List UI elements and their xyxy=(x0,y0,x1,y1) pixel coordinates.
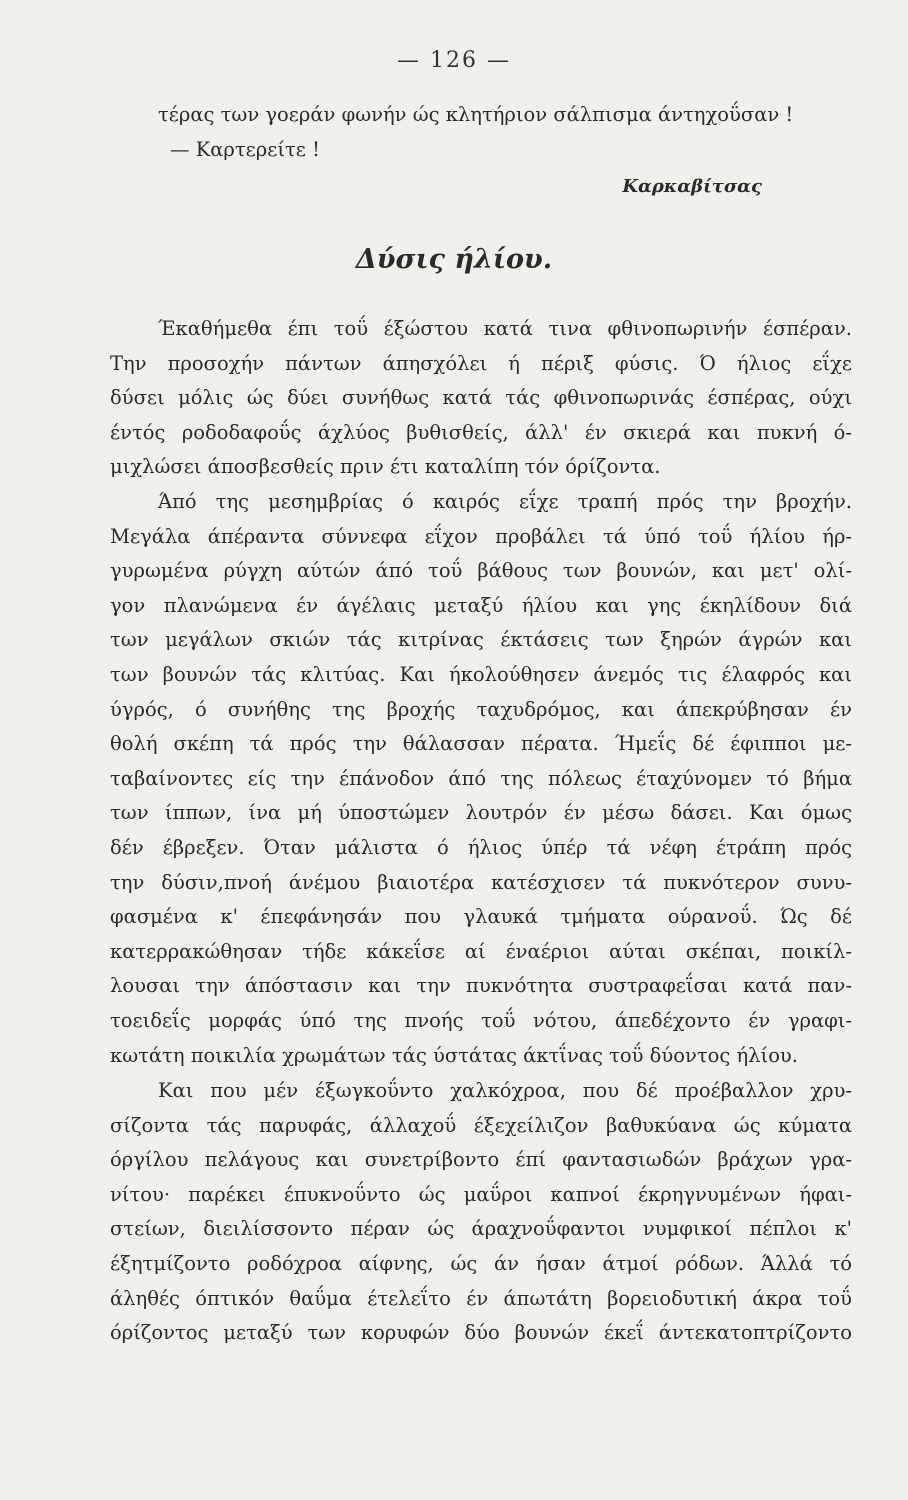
text-line: νίτου· παρέκει έπυκνοΰντο ώς μαΰροι καπνοί έκρηγνυμένων ήφαι- xyxy=(110,1182,852,1206)
text-line: των βουνών τάς κλιτύας. Και ήκολούθησεν άνεμός τις έλαφρός και xyxy=(110,662,852,686)
text-line: σίζοντα τάς παρυφάς, άλλαχοΰ έξεχείλιζον βαθυκύανα ώς κύματα xyxy=(110,1113,852,1137)
text-line: έξητμίζοντο ροδόχροα αίφνης, ώς άν ήσαν άτμοί ρόδων. Άλλά τό xyxy=(110,1251,852,1275)
text-line: Και που μέν έξωγκοΰντο χαλκόχροα, που δέ προέβαλλον χρυ- xyxy=(158,1079,852,1102)
previous-text xyxy=(110,98,852,167)
text-line: γον πλανώμενα έν άγέλαις μεταξύ ήλίου και γης έκηλίδουν διά xyxy=(110,593,852,617)
text-line: ύγρός, ό συνήθης της βροχής ταχυδρόμος, και άπεκρύβησαν έν xyxy=(110,697,852,721)
text-line: τέρας των γοεράν φωνήν ώς κλητήριον σάλπισμα άντηχοΰσαν ! xyxy=(158,103,794,126)
text-line: Άπό της μεσημβρίας ό καιρός εΐχε τραπή πρός την βροχήν. xyxy=(158,490,852,513)
text-line: γυρωμένα ρύγχη αύτών άπό τοΰ βάθους των βουνών, και μετ' ολί- xyxy=(110,559,852,583)
text-line: των μεγάλων σκιών τάς κιτρίνας έκτάσεις των ξηρών άγρών και xyxy=(110,628,852,652)
text-line: Έκαθήμεθα έπι τοΰ έξώστου κατά τινα φθινοπωρινήν έσπέραν. xyxy=(158,317,852,340)
text-line: όργίλου πελάγους και συνετρίβοντο έπί φαντασιωδών βράχων γρα- xyxy=(110,1148,852,1172)
text-line: ταβαίνοντες είς την έπάνοδον άπό της πόλεως έταχύνομεν τό βήμα xyxy=(110,766,852,790)
text-line: θολή σκέπη τά πρός την θάλασσαν πέρατα. Ήμεΐς δέ έφιπποι με- xyxy=(110,732,852,756)
text-line: φασμένα κ' έπεφάνησάν που γλαυκά τμήματα ούρανοΰ. Ώς δέ xyxy=(110,905,852,929)
paragraph-1 xyxy=(110,312,852,485)
text-line: των ίππων, ίνα μή ύποστώμεν λουτρόν έν μέσω δάσει. Και όμως xyxy=(110,801,852,825)
text-line: δέν έβρεξεν. Όταν μάλιστα ό ήλιος ύπέρ τά νέφη έτράπη πρός xyxy=(110,835,852,859)
text-line: μιχλώσει άποσβεσθείς πριν έτι καταλίπη τόν όρίζοντα. xyxy=(110,455,661,479)
text-line: κατερρακώθησαν τήδε κάκεΐσε αί έναέριοι αύται σκέπαι, ποικίλ- xyxy=(110,939,852,963)
text-line: την δύσιν,πνοή άνέμου βιαιοτέρα κατέσχισεν τά πυκνότερον συνυ- xyxy=(110,870,852,894)
paragraph-2 xyxy=(110,485,852,1073)
text-line: τοειδεΐς μορφάς ύπό της πνοής τοΰ νότου, άπεδέχοντο έν γραφι- xyxy=(110,1008,852,1032)
text-line: έντός ροδοδαφοΰς άχλύος βυθισθείς, άλλ' έν σκιερά και πυκνή ό- xyxy=(110,420,852,444)
chapter-title: Δύσις ήλίου. xyxy=(355,244,553,275)
text-line: όρίζοντος μεταξύ των κορυφών δύο βουνών έκεΐ άντεκατοπτρίζοντο xyxy=(110,1321,852,1345)
text-line: — Καρτερείτε ! xyxy=(170,137,320,161)
text-line: λουσαι την άπόστασιν και την πυκνότητα συστραφεΐσαι κατά παν- xyxy=(110,974,852,998)
text-line: Μεγάλα άπέραντα σύννεφα εΐχον προβάλει τά ύπό τοΰ ήλίου ήρ- xyxy=(110,524,852,548)
paragraph-3 xyxy=(110,1074,852,1351)
text-line: άληθές όπτικόν θαΰμα έτελεΐτο έν άπωτάτη βορειοδυτική άκρα τοΰ xyxy=(110,1286,852,1310)
text-line: δύσει μόλις ώς δύει συνήθως κατά τάς φθινοπωρινάς έσπέρας, ούχι xyxy=(110,386,852,410)
text-line: Την προσοχήν πάντων άπησχόλει ή πέριξ φύσις. Ό ήλιος εΐχε xyxy=(110,351,852,375)
text-line: κωτάτη ποικιλία χρωμάτων τάς ύστάτας άκτΐνας τοΰ δύοντος ήλίου. xyxy=(110,1043,798,1067)
text-line: στείων, διειλίσσοντο πέραν ώς άραχνοΰφαντοι νυμφικοί πέπλοι κ' xyxy=(110,1217,852,1241)
page-number: — 126 — xyxy=(397,48,511,73)
author-signature: Καρκαβίτσας xyxy=(622,176,762,197)
